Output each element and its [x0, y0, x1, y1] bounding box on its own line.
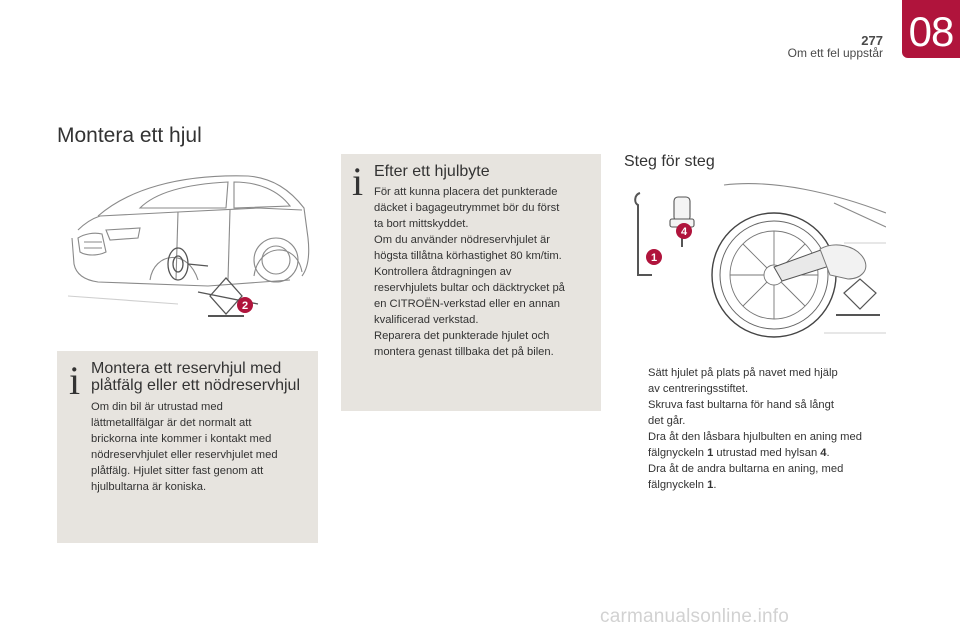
info-icon: i	[69, 358, 81, 403]
list-item: Dra åt de andra bultarna en aning, med fälgnyckeln 1.	[648, 463, 844, 491]
info-icon: i	[352, 159, 364, 204]
info-box-rim	[57, 351, 318, 543]
after-box-body: För att kunna placera det punkterade däcket i bagageutrymmet bör du först ta bort mittskyddet. Om du använder nödreservhjulet är högsta tillåtna körhastighet 80 km/tim. Kontrollera åtdragningen av reservhjulets bultar och däcktrycket på en CITROËN-verkstad eller en annan kvalificerad verkstad. Reparera det punkterade hjulet och montera genast tillbaka det på bilen.	[374, 186, 565, 358]
rim-box-title: Montera ett reservhjul med plåtfälg eller ett nödreservhjul	[91, 360, 301, 394]
rim-box-body: Om din bil är utrustad med lättmetallfälgar är det normalt att brickorna inte kommer i kontakt med nödreservhjulet eller reservhjulet med plåtfälg. Hjulet sitter fast genom att hjulbultarna är koniska.	[91, 401, 278, 493]
section-title: Montera ett hjul	[57, 124, 202, 147]
list-item: Sätt hjulet på plats på navet med hjälp av centreringsstiftet.	[648, 367, 838, 395]
car-jack-illustration	[58, 168, 320, 320]
footer-watermark: carmanualsonline.info	[600, 606, 790, 627]
page-number: 277	[861, 33, 883, 48]
callout-1: 1	[650, 252, 658, 264]
chapter-badge: 08	[902, 0, 960, 58]
wheel-mounting-illustration	[624, 183, 886, 353]
callout-2: 2	[241, 300, 249, 312]
steps-list	[624, 365, 894, 493]
after-box-title: Efter ett hjulbyte	[374, 163, 490, 180]
steps-title: Steg för steg	[624, 153, 715, 170]
list-item: Skruva fast bultarna för hand så långt det går.	[648, 399, 834, 427]
chapter-title: Om ett fel uppstår	[787, 46, 883, 60]
list-item: Dra åt den låsbara hjulbulten en aning med fälgnyckeln 1 utrustad med hylsan 4.	[648, 431, 862, 459]
callout-4: 4	[680, 226, 688, 238]
info-box-after-wheel-change	[341, 154, 601, 411]
